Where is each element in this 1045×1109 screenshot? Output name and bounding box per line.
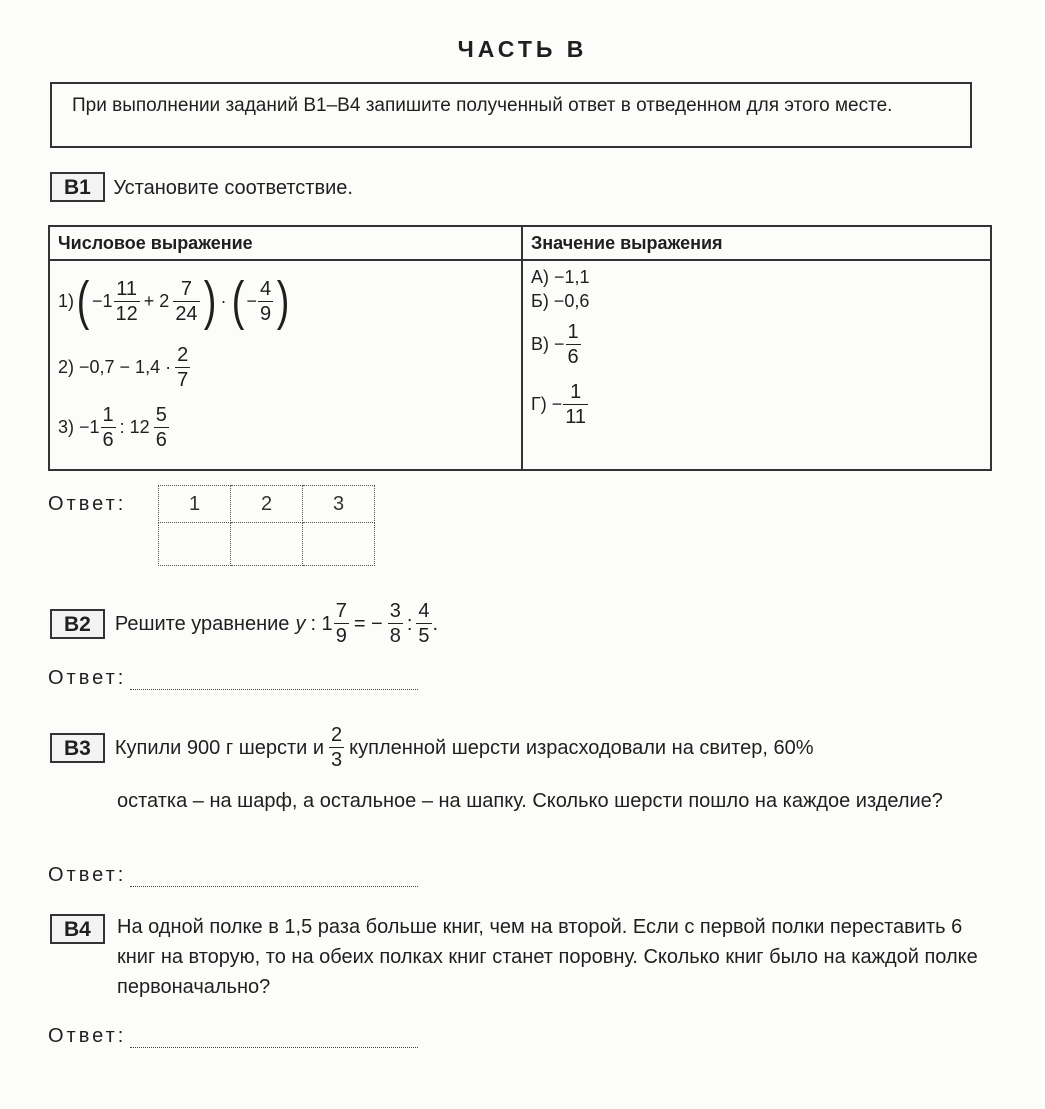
- col-header-expression: Числовое выражение: [49, 226, 522, 260]
- answer-grid-b1: [158, 485, 375, 566]
- answer-cell-2[interactable]: [231, 523, 303, 566]
- answer-row-b4: [48, 1025, 418, 1048]
- task-tag-b1: В1: [50, 172, 105, 202]
- page-title: ЧАСТЬ В: [457, 36, 588, 62]
- values-cell: [522, 260, 991, 470]
- task-b4-text: На одной полке в 1,5 раза больше книг, чем на второй. Если с первой полки переставить 6 книг на вторую, то на обеих полках книг станет поровну. Сколько книг было на каждой полке первоначально?: [117, 916, 978, 998]
- expression-2: 2) −0,7 − 1,4 · $\frac{2}{7}$: [58, 343, 189, 391]
- answer-line-b3[interactable]: [130, 870, 418, 887]
- answer-row-b2: [48, 667, 418, 690]
- task-tag-b4-wrap: [50, 914, 105, 944]
- grid-header-2: 2: [231, 486, 303, 523]
- task-b3-line1: В3 Купили 900 г шерсти и $\frac{2}{3}$ купленной шерсти израсходовали на свитер, 60%: [50, 724, 1000, 771]
- task-tag-b4: В4: [50, 914, 105, 944]
- answer-label-b3: Ответ:: [48, 864, 127, 886]
- grid-header-3: 3: [303, 486, 375, 523]
- answer-cell-3[interactable]: [303, 523, 375, 566]
- expression-1: 1) ( −1 $\frac{11}{12}$ + 2 $\frac{7}{24}$ ) · ( − $\frac{4}{9}$ ): [58, 271, 290, 331]
- expressions-cell: [49, 260, 522, 470]
- grid-header-1: 1: [159, 486, 231, 523]
- task-b2: В2 Решите уравнение y : 1 $\frac{7}{9}$ = − $\frac{3}{8}$ : $\frac{4}{5}$ .: [50, 600, 438, 647]
- value-v: В) − $\frac{1}{6}$: [531, 320, 579, 368]
- answer-cell-1[interactable]: [159, 523, 231, 566]
- expression-3: 3) −1 $\frac{1}{6}$ : 12 $\frac{5}{6}$: [58, 403, 167, 451]
- answer-label-b2: Ответ:: [48, 667, 127, 689]
- answer-label-b4: Ответ:: [48, 1025, 127, 1047]
- answer-label-b1: Ответ:: [48, 493, 127, 515]
- value-g: Г) − $\frac{1}{11}$: [531, 380, 587, 428]
- value-a: А) −1,1: [531, 267, 590, 287]
- value-b: Б) −0,6: [531, 291, 590, 311]
- instructions-box: При выполнении заданий В1–В4 запишите полученный ответ в отведенном для этого месте.: [50, 82, 972, 148]
- task-tag-b2: В2: [50, 609, 105, 639]
- col-header-value: Значение выражения: [522, 226, 991, 260]
- answer-line-b4[interactable]: [130, 1031, 418, 1048]
- matching-table: [48, 225, 992, 471]
- answer-line-b2[interactable]: [130, 673, 418, 690]
- task-b1-prompt: Установите соответствие.: [113, 177, 353, 199]
- answer-row-b3: [48, 864, 418, 887]
- task-b3-line2: остатка – на шарф, а остальное – на шапку. Сколько шерсти пошло на каждое изделие?: [117, 790, 943, 812]
- task-b1-header: [50, 172, 353, 203]
- task-tag-b3: В3: [50, 733, 105, 763]
